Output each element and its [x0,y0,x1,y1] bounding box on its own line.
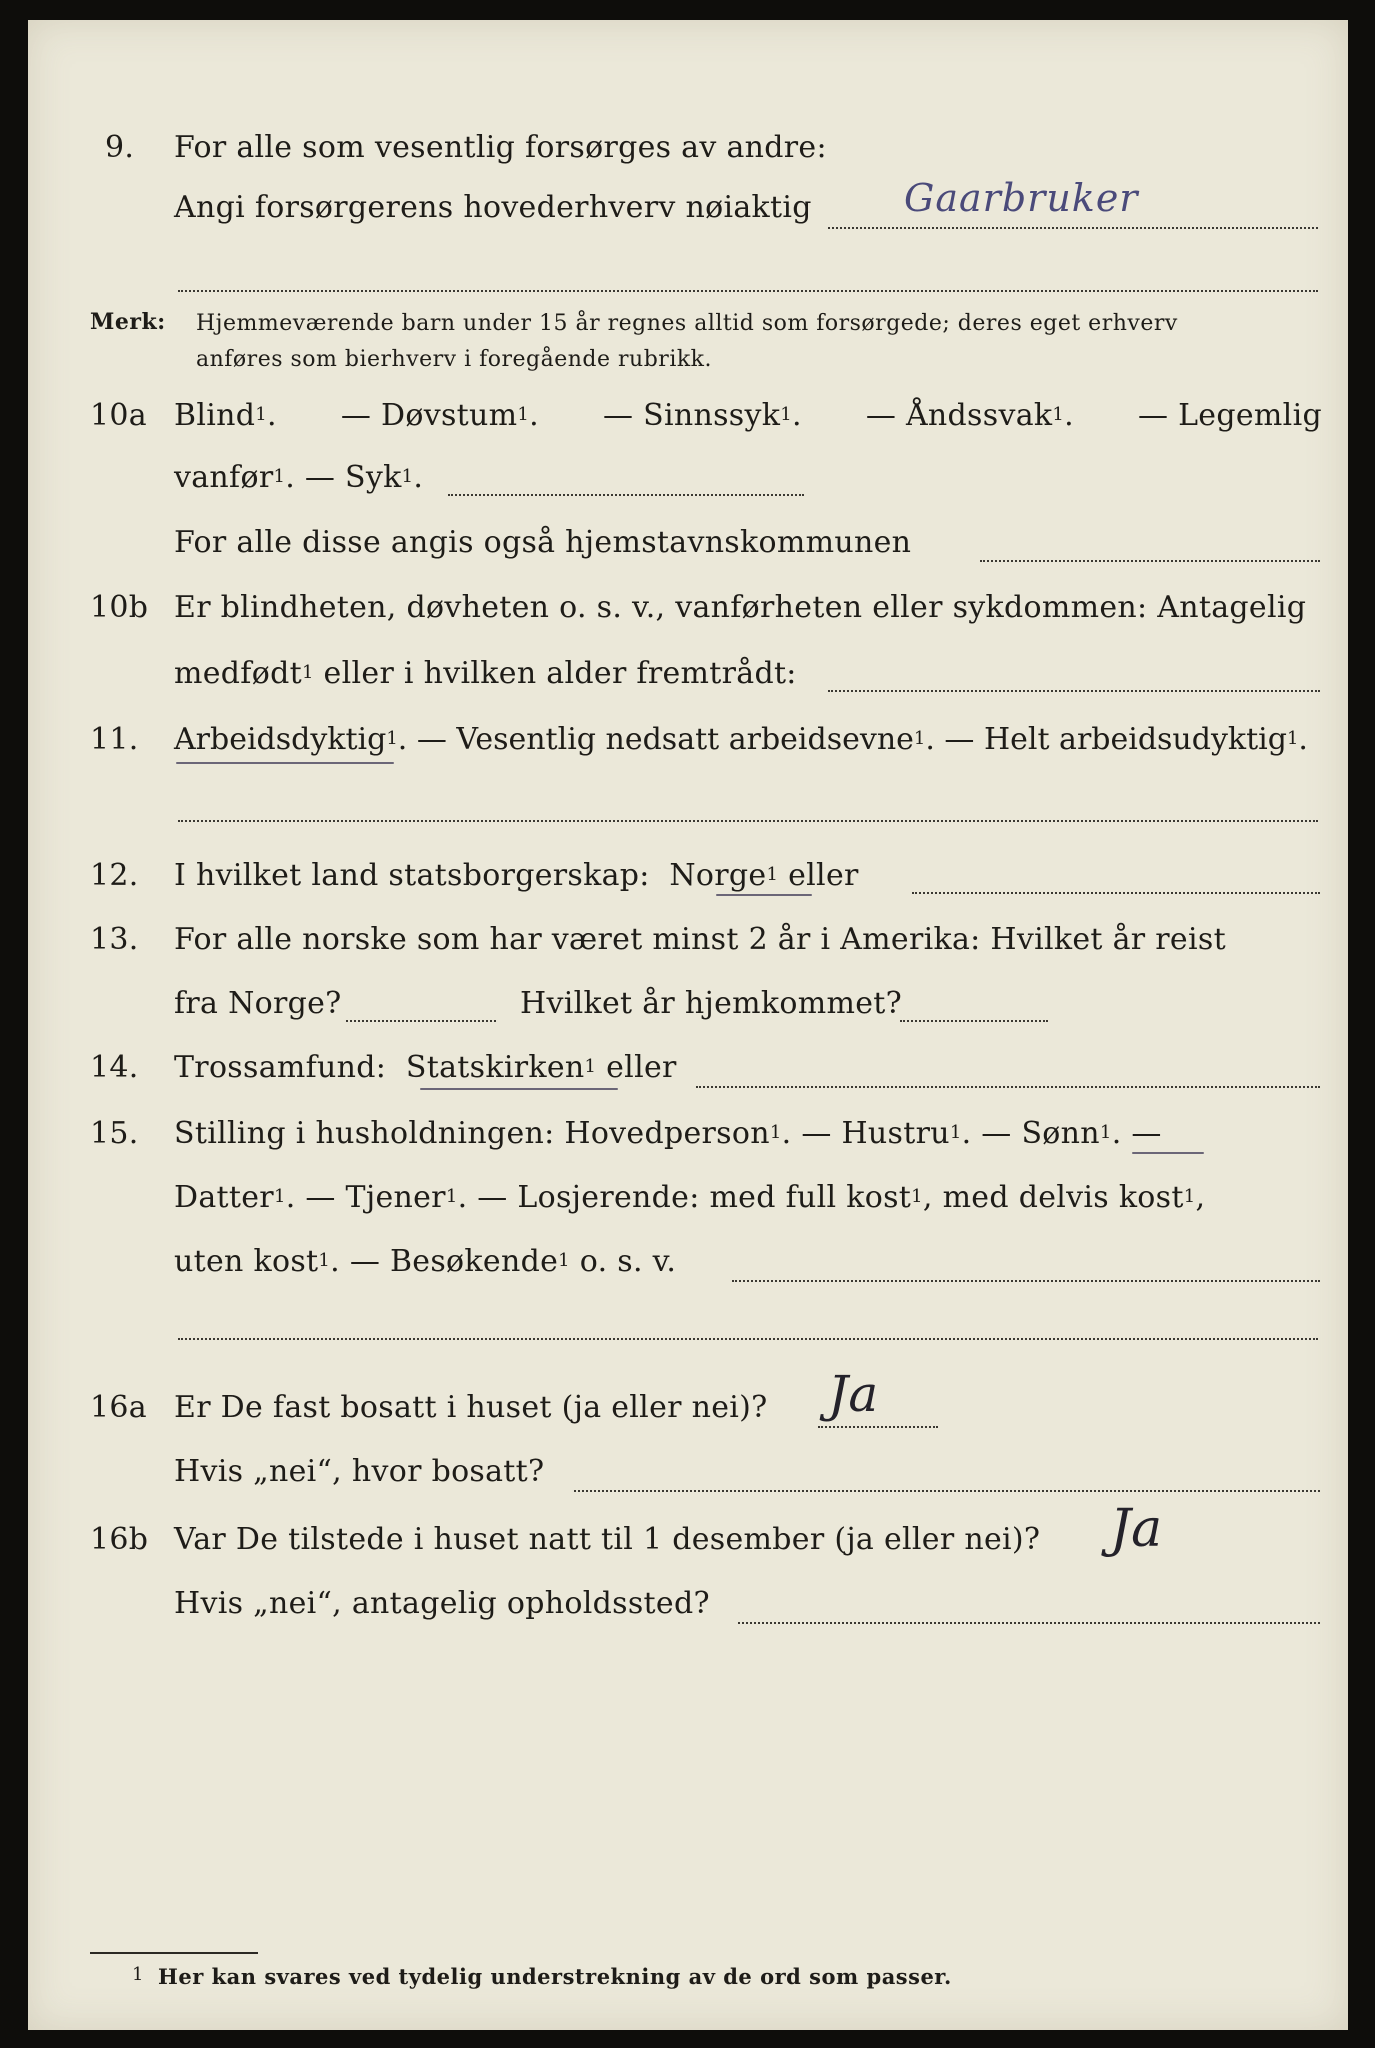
merk-label: Merk: [90,309,166,335]
q16a-answer-line[interactable] [818,1426,938,1428]
q15-answer-line[interactable] [732,1280,1320,1282]
census-form-page [28,20,1348,2030]
q12-line: I hvilket land statsborgerskap: Norge$^1$ eller [174,858,859,893]
option-sinnssyk[interactable]: — Sinnssyk$^1$. [602,398,802,433]
q9-handwritten-answer: Gaarbruker [904,176,1139,220]
q11-extra-line [178,820,1318,822]
option-statskirken[interactable]: Statskirken [405,1050,585,1085]
option-blind[interactable]: Blind$^1$. [174,398,277,433]
q10a-syk-line[interactable] [448,494,804,496]
q10b-line2: medfødt$^1$ eller i hvilken alder fremtrådt: [174,656,797,691]
option-legemlig[interactable]: — Legemlig [1137,398,1322,433]
q16a-bosatt-line[interactable] [574,1490,1320,1492]
q14-line: Trossamfund: Statskirken$^1$ eller [174,1050,677,1085]
q9-answer-line[interactable] [828,227,1318,229]
merk-line1: Hjemmeværende barn under 15 år regnes alltid som forsørgede; deres eget erhverv [196,311,1178,336]
q10b-answer-line[interactable] [828,690,1320,692]
q12-number: 12. [90,858,139,893]
q10a-line1 [174,398,1322,434]
q10a-line2 [174,460,423,496]
q16b-line2: Hvis „nei“, antagelig opholdssted? [174,1586,710,1621]
norge-underline [716,894,812,896]
merk-line2: anføres som bierhverv i foregående rubrikk. [196,347,713,372]
q13-line2a: fra Norge? [174,986,342,1021]
q9-line2: Angi forsørgerens hovederhverv nøiaktig [174,190,812,225]
q16b-line1: Var De tilstede i huset natt til 1 desember (ja eller nei)? [174,1522,1041,1557]
arbeidsdyktig-underline [176,762,394,764]
q9-number: 9. [105,130,135,165]
q14-answer-line[interactable] [696,1086,1320,1088]
q10a-number: 10a [90,398,147,433]
q9-line1: For alle som vesentlig forsørges av andre: [174,130,827,165]
q12-answer-line[interactable] [912,892,1320,894]
q11-line: Arbeidsdyktig$^1$. — Vesentlig nedsatt arbeidsevne$^1$. — Helt arbeidsudyktig$^1$. [174,722,1308,757]
q15-extra-line [178,1338,1318,1340]
q16b-handwritten-answer: Ja [1110,1499,1163,1559]
q11-number: 11. [90,722,139,757]
q9-extra-line [178,290,1318,292]
option-sonn[interactable]: Sønn [1021,1116,1100,1151]
q16a-line1: Er De fast bosatt i huset (ja eller nei)? [174,1390,768,1425]
sonn-underline [1132,1152,1204,1154]
q13-return-line[interactable] [900,1020,1048,1022]
footnote-text: Her kan svares ved tydelig understrekning av de ord som passer. [158,1964,952,1989]
q13-line2b: Hvilket år hjemkommet? [520,986,903,1021]
q10a-line3: For alle disse angis også hjemstavnskommunen [174,525,912,560]
q16a-line2: Hvis „nei“, hvor bosatt? [174,1454,545,1489]
q16a-number: 16a [90,1390,147,1425]
footnote-rule [90,1952,258,1954]
q10a-kommune-line[interactable] [980,560,1320,562]
q14-number: 14. [90,1050,139,1085]
option-arbeidsdyktig[interactable]: Arbeidsdyktig$^1$ [174,722,398,757]
q16b-number: 16b [90,1522,149,1557]
option-andssvak[interactable]: — Åndssvak$^1$. [865,398,1074,433]
q16a-handwritten-answer: Ja [828,1365,879,1423]
q13-line1: For alle norske som har været minst 2 år i Amerika: Hvilket år reist [174,922,1226,957]
option-syk[interactable]: — Syk$^1$. [304,460,424,495]
footnote-mark: 1 [132,1964,144,1985]
q15-number: 15. [90,1116,139,1151]
q15-line1: Stilling i husholdningen: Hovedperson$^1$. — Hustru$^1$. — Sønn$^1$. — [174,1116,1162,1151]
option-vanfor[interactable]: vanfør$^1$. [174,460,296,495]
q16b-opholdssted-line[interactable] [738,1622,1320,1624]
q13-number: 13. [90,922,139,957]
q15-line2: Datter$^1$. — Tjener$^1$. — Losjerende: med full kost$^1$, med delvis kost$^1$, [174,1180,1206,1215]
q13-departure-line[interactable] [346,1020,496,1022]
option-dovstum[interactable]: — Døvstum$^1$. [340,398,539,433]
q15-line3: uten kost$^1$. — Besøkende$^1$ o. s. v. [174,1244,677,1279]
option-norge[interactable]: Norge [669,858,767,893]
q10b-line1: Er blindheten, døvheten o. s. v., vanførheten eller sykdommen: Antagelig [174,590,1307,625]
statskirken-underline [420,1088,618,1090]
q10b-number: 10b [90,590,149,625]
